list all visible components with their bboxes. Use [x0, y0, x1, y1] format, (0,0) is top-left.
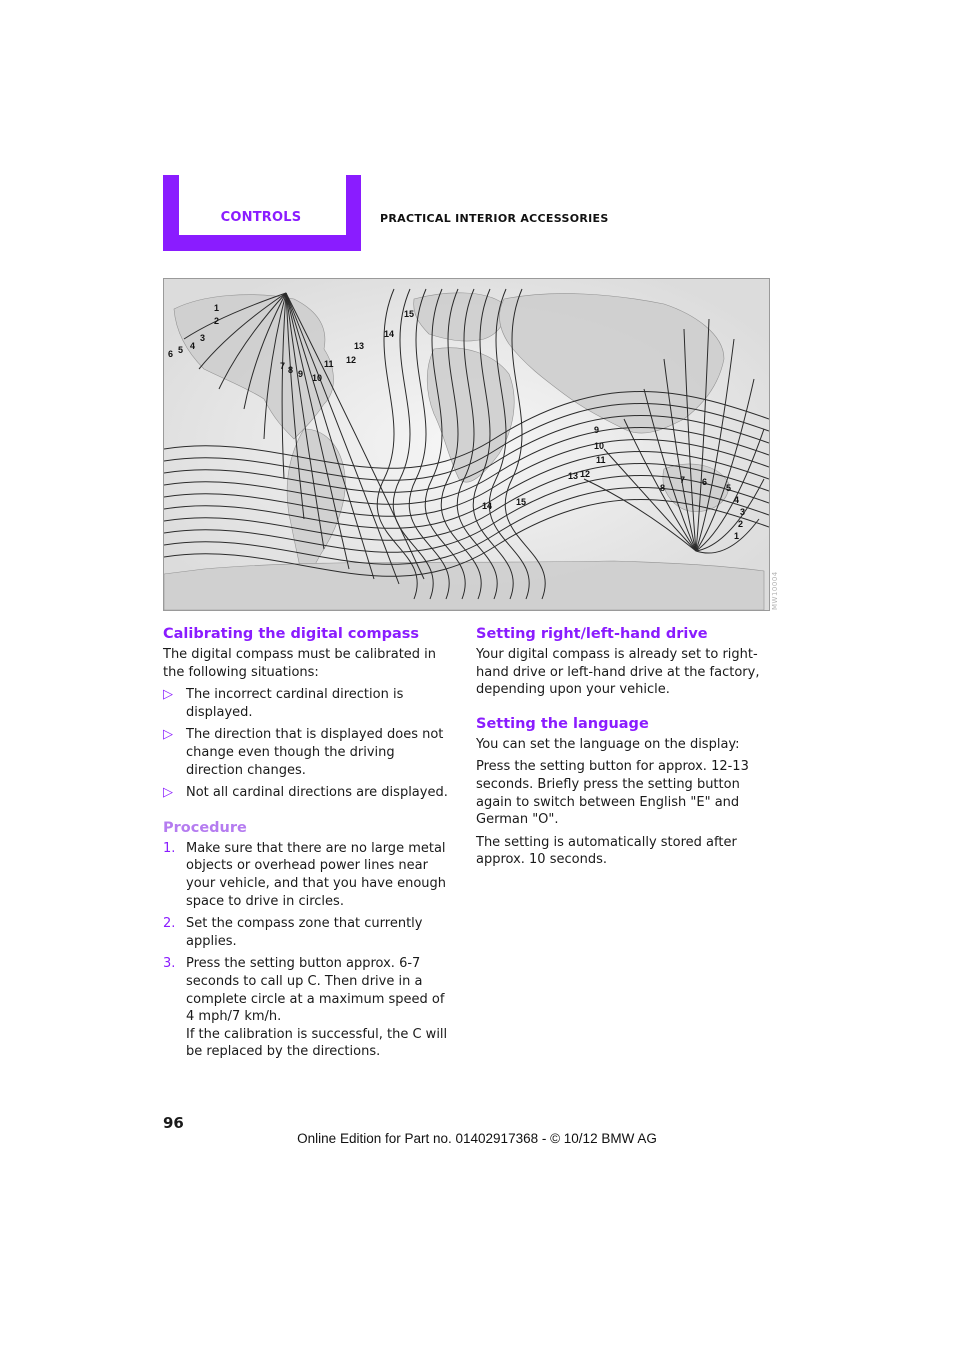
- calibration-situations: [163, 686, 455, 802]
- zone-label: 5: [726, 483, 732, 493]
- step-number: 2.: [163, 916, 176, 932]
- zone-label: 7: [680, 475, 686, 485]
- zone-label: 1: [214, 303, 220, 313]
- language-intro: You can set the language on the display:: [476, 736, 740, 752]
- list-item: ▷ The direction that is displayed does not change even though the driving direction changes.: [163, 727, 444, 778]
- list-item: ▷ The incorrect cardinal direction is displayed.: [163, 687, 404, 720]
- footer-edition: Online Edition for Part no. 01402917368 - © 10/12 BMW AG: [297, 1131, 657, 1146]
- page-number: 96: [163, 1114, 184, 1132]
- zone-label: 6: [168, 349, 174, 359]
- zone-label: 9: [298, 369, 304, 379]
- zone-label: 14: [384, 329, 395, 339]
- zone-label: 13: [354, 341, 365, 351]
- zone-label: 3: [740, 507, 746, 517]
- calibrating-intro: The digital compass must be calibrated in the following situations:: [163, 647, 437, 680]
- zone-label: 13: [568, 471, 579, 481]
- procedure-steps: [163, 840, 455, 1061]
- zone-label: 2: [738, 519, 744, 529]
- language-heading: Setting the language: [476, 715, 649, 732]
- zone-label: 10: [594, 441, 605, 451]
- drive-heading: Setting right/left-hand drive: [476, 626, 708, 642]
- figure-code: MW10004: [771, 571, 779, 610]
- compass-zone-map-graphic: [164, 279, 769, 610]
- list-item: ▷ Not all cardinal directions are displayed.: [163, 785, 448, 801]
- bullet-triangle-icon: ▷: [163, 785, 173, 801]
- step-number: 3.: [163, 956, 176, 972]
- zone-label: 15: [404, 309, 415, 319]
- zone-label: 4: [734, 495, 740, 505]
- language-steps: Press the setting button for approx. 12-13 seconds. Briefly press the setting button again to switch between English "E" and German "O".: [476, 759, 749, 828]
- step-3-result: If the calibration is successful, the C will be replaced by the directions.: [186, 1026, 448, 1060]
- chapter-tab-inner: [179, 175, 346, 235]
- zone-label: 5: [178, 345, 184, 355]
- compass-zone-map: [163, 278, 770, 611]
- zone-label: 7: [280, 361, 286, 371]
- step-item: 3. Press the setting button approx. 6-7 seconds to call up C. Then drive in a complete circle at a maximum speed of 4 mph/7 km/h. If the calibration is successful, the C will be replaced by the directions.: [163, 956, 448, 1060]
- zone-label: 15: [516, 497, 527, 507]
- zone-label: 14: [482, 501, 493, 511]
- zone-label: 12: [580, 469, 591, 479]
- zone-label: 6: [702, 477, 708, 487]
- zone-label: 1: [734, 531, 740, 541]
- bullet-triangle-icon: ▷: [163, 727, 173, 743]
- step-number: 1.: [163, 840, 176, 856]
- zone-label: 2: [214, 316, 220, 326]
- left-column: [163, 626, 455, 1066]
- zone-label: 8: [288, 365, 294, 375]
- zone-label: 12: [346, 355, 357, 365]
- zone-label: 11: [596, 455, 606, 465]
- section-title: PRACTICAL INTERIOR ACCESSORIES: [380, 212, 609, 225]
- bullet-triangle-icon: ▷: [163, 687, 173, 703]
- language-store: The setting is automatically stored after approx. 10 seconds.: [476, 834, 737, 868]
- calibrating-heading: Calibrating the digital compass: [163, 626, 419, 642]
- zone-label: 11: [324, 359, 334, 369]
- zone-label: 9: [594, 425, 600, 435]
- step-item: 1. Make sure that there are no large metal objects or overhead power lines near your vehicle, and that you have enough space to drive in circles.: [163, 840, 447, 909]
- zone-label: 4: [190, 341, 196, 351]
- right-column: [476, 626, 768, 874]
- step-item: 2. Set the compass zone that currently applies.: [163, 916, 423, 949]
- zone-label: 3: [200, 333, 206, 343]
- zone-label: 10: [312, 373, 323, 383]
- drive-text: Your digital compass is already set to right-hand drive or left-hand drive at the factory, depending upon your vehicle.: [476, 647, 760, 698]
- zone-label: 8: [660, 483, 666, 493]
- procedure-heading: Procedure: [163, 819, 247, 836]
- chapter-tab-label: CONTROLS: [220, 210, 302, 225]
